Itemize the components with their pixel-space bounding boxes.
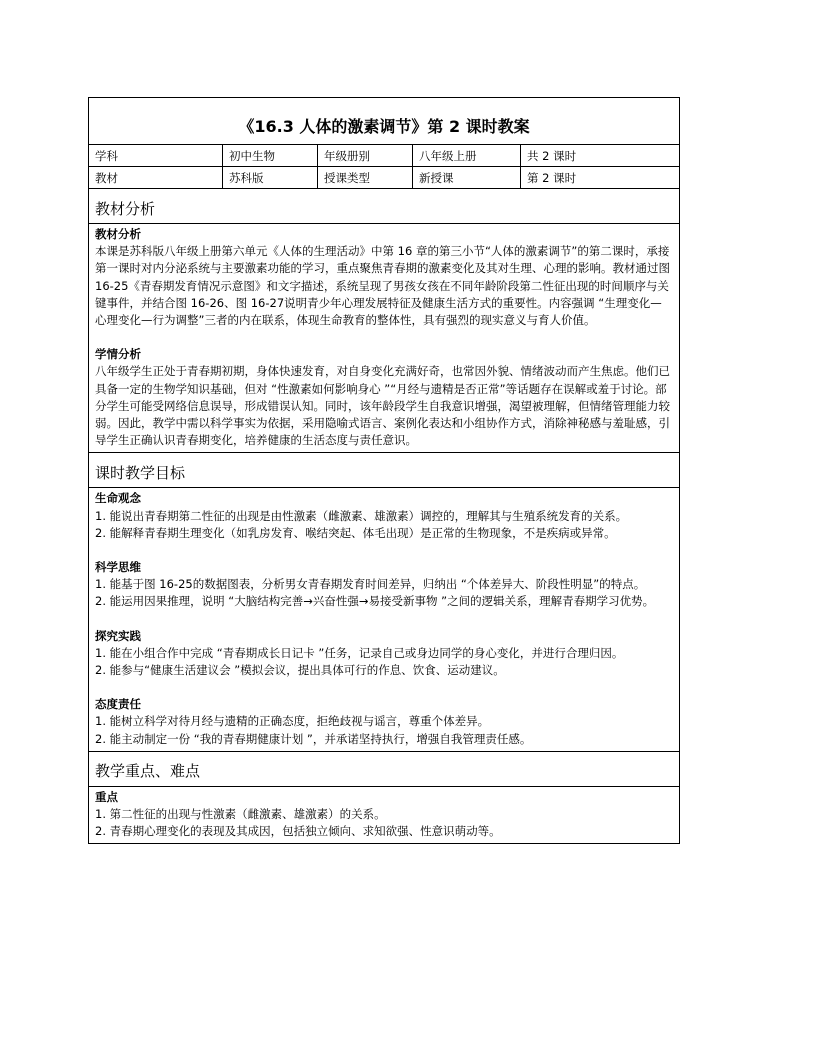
grade-label: 年级册别 — [318, 145, 413, 167]
current-period: 第 2 课时 — [521, 167, 680, 189]
attitude-responsibility-item-2: 2. 能主动制定一份 “我的青春期健康计划 ”，并承诺坚持执行，增强自我管理责任感。 — [95, 731, 532, 746]
analysis-content — [89, 224, 680, 453]
inquiry-practice-item-1: 1. 能在小组合作中完成 “青春期成长日记卡 ”任务，记录自己或身边同学的身心变化，并进行合理归因。 — [95, 645, 624, 660]
info-row-2 — [89, 167, 680, 189]
info-row-1 — [89, 145, 680, 167]
life-concept-item-1: 1. 能说出青春期第二性征的出现是由性激素（雌激素、雄激素）调控的，理解其与生殖系统发育的关系。 — [95, 508, 628, 523]
lesson-type-label: 授课类型 — [318, 167, 413, 189]
textbook-analysis-subheading: 教材分析 — [95, 227, 141, 241]
textbook-label: 教材 — [89, 167, 223, 189]
inquiry-practice-subheading: 探究实践 — [95, 628, 141, 643]
scientific-thinking-item-2: 2. 能运用因果推理，说明 “大脑结构完善→兴奋性强→易接受新事物 ”之间的逻辑关系，理解青春期学习优势。 — [95, 594, 655, 609]
lesson-type-value: 新授课 — [413, 167, 521, 189]
title-row — [89, 98, 680, 145]
life-concept-subheading: 生命观念 — [95, 491, 141, 506]
goals-content — [89, 488, 680, 751]
grade-value: 八年级上册 — [413, 145, 521, 167]
attitude-responsibility-subheading: 态度责任 — [95, 697, 141, 712]
goals-heading: 课时教学目标 — [89, 453, 680, 488]
subject-label: 学科 — [89, 145, 223, 167]
focus-subheading: 重点 — [95, 789, 118, 804]
focus-item-1: 1. 第二性征的出现与性激素（雌激素、雄激素）的关系。 — [95, 807, 386, 822]
goals-content-row — [89, 488, 680, 751]
keypoints-content-row — [89, 786, 680, 844]
keypoints-heading-row — [89, 751, 680, 786]
student-analysis-text: 八年级学生正处于青春期初期，身体快速发育，对自身变化充满好奇，也常因外貌、情绪波动而产生焦虑。他们已具备一定的生物学知识基础，但对 “性激素如何影响身心 ”“月经与遗精是否正常”等话题存在误解或羞于讨论。部分学生可能受网络信息误导，形成错误认知。同时，该年龄段学生自我意识增强，渴望被理解，但情绪管理能力较弱。因此，教学中需以科学事实为依据，采用隐喻式语言、案例化表达和小组协作方式，消除神秘感与羞耻感，引导学生正确认识青春期变化，培养健康的生活态度与责任意识。 — [95, 364, 670, 448]
keypoints-content — [89, 786, 680, 844]
goals-heading-row — [89, 453, 680, 488]
analysis-heading: 教材分析 — [89, 189, 680, 224]
student-analysis-subheading: 学情分析 — [95, 347, 141, 362]
analysis-heading-row — [89, 189, 680, 224]
scientific-thinking-subheading: 科学思维 — [95, 560, 141, 575]
subject-value: 初中生物 — [223, 145, 318, 167]
textbook-value: 苏科版 — [223, 167, 318, 189]
total-periods: 共 2 课时 — [521, 145, 680, 167]
focus-item-2: 2. 青春期心理变化的表现及其成因，包括独立倾向、求知欲强、性意识萌动等。 — [95, 824, 501, 839]
inquiry-practice-item-2: 2. 能参与“健康生活建议会 ”模拟会议，提出具体可行的作息、饮食、运动建议。 — [95, 663, 505, 678]
attitude-responsibility-item-1: 1. 能树立科学对待月经与遗精的正确态度，拒绝歧视与谣言，尊重个体差异。 — [95, 714, 490, 729]
scientific-thinking-item-1: 1. 能基于图 16-25的数据图表，分析男女青春期发育时间差异，归纳出 “个体差异大、阶段性明显”的特点。 — [95, 577, 646, 592]
lesson-plan-table — [88, 97, 680, 844]
textbook-analysis-text: 本课是苏科版八年级上册第六单元《人体的生理活动》中第 16 章的第三小节“人体的激素调节”的第二课时，承接第一课时对内分泌系统与主要激素功能的学习，重点聚焦青春期的激素变化及其对生理、心理的影响。教材通过图 16-25《青春期发育情况示意图》和文字描述，系统呈现了男孩女孩在不同年龄阶段第二性征出现的时间顺序与关键事件，并结合图 16-26、图 16-27说明青少年心理发展特征及健康生活方式的重要性。内容强调 “生理变化—心理变化—行为调整”三者的内在联系，体现生命教育的整体性，具有强烈的现实意义与育人价值。 — [95, 244, 670, 328]
keypoints-heading: 教学重点、难点 — [89, 751, 680, 786]
document-title: 《16.3 人体的激素调节》第 2 课时教案 — [89, 98, 680, 145]
analysis-content-row — [89, 224, 680, 453]
lesson-plan-document — [88, 97, 679, 844]
life-concept-item-2: 2. 能解释青春期生理变化（如乳房发育、喉结突起、体毛出现）是正常的生物现象，不是疾病或异常。 — [95, 525, 616, 540]
